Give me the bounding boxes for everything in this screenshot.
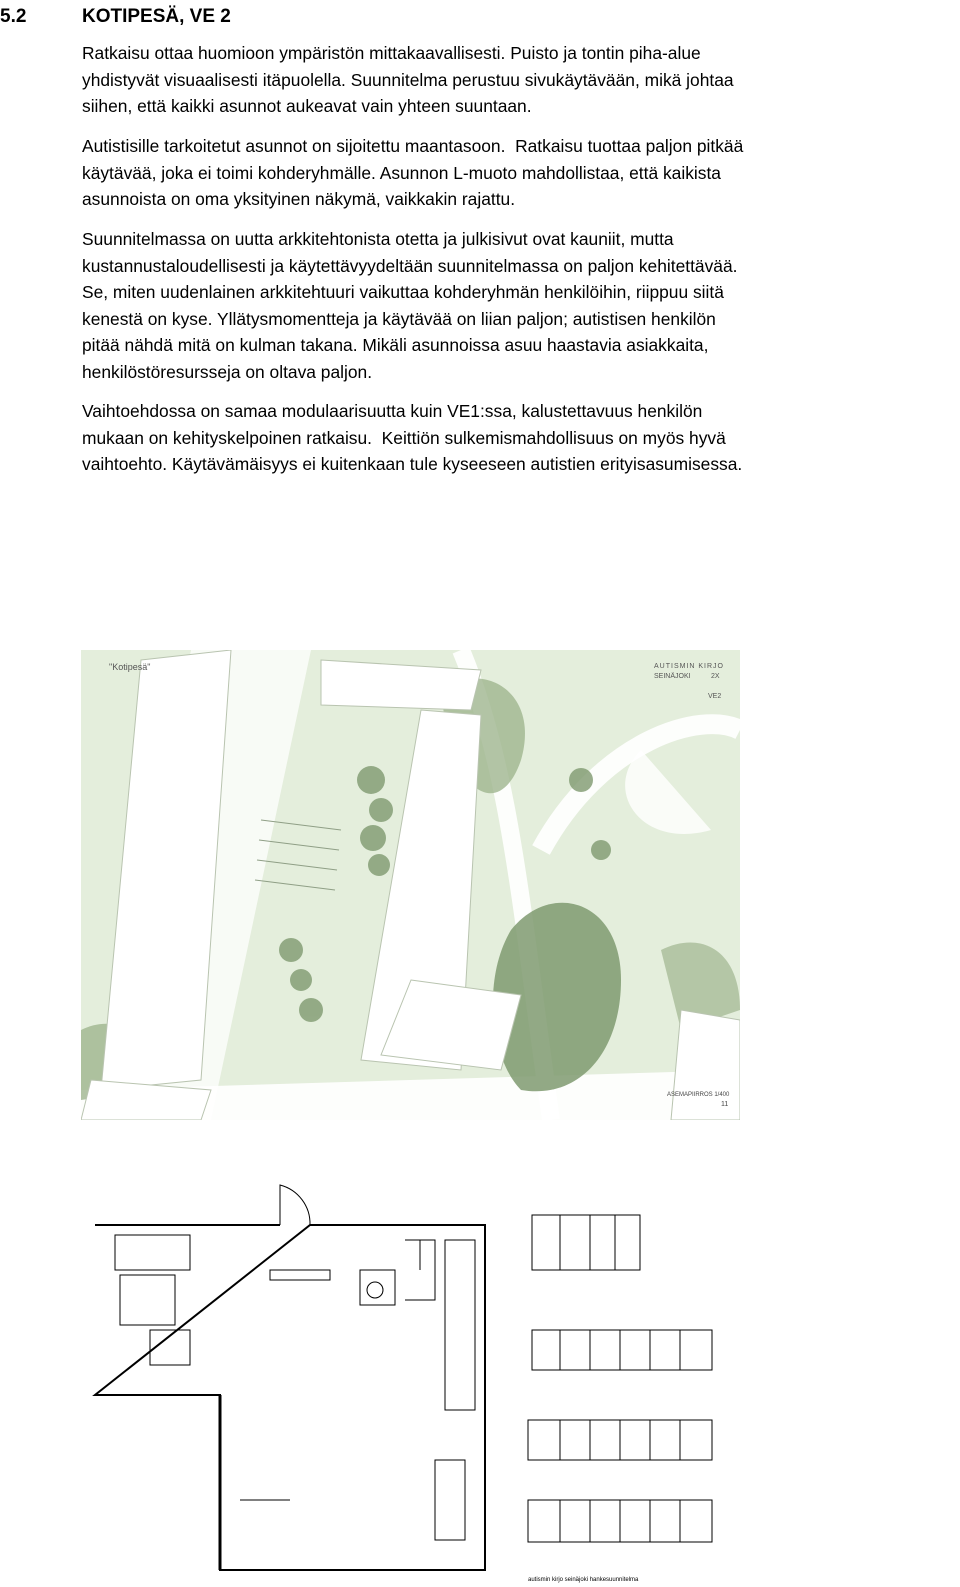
site-plan-page: 11 [721, 1101, 729, 1108]
plan-level-2 [532, 1330, 712, 1370]
table [435, 1460, 465, 1540]
section-heading [0, 6, 231, 28]
site-plan-project: AUTISMIN KIRJO [654, 663, 725, 670]
apartment-floor-plan [90, 1180, 490, 1580]
section-number: 5.2 [0, 6, 27, 27]
bed [115, 1235, 190, 1270]
site-plan-title: "Kotipesä" [109, 662, 151, 672]
site-plan-location: SEINÄJOKI [654, 673, 691, 680]
plan-level-1 [532, 1215, 640, 1270]
site-plan-scale: ASEMAPIIRROS 1/400 [667, 1092, 730, 1098]
section-title: KOTIPESÄ, VE 2 [82, 6, 231, 27]
paragraph-4: Vaihtoehdossa on samaa modulaarisuutta kuin VE1:ssa, kalustettavuus henkilön mukaan on kehityskelpoinen ratkaisu. Keittiön sulkemismahdollisuus on myös hyvä vaihtoehto. Käytävämäisyys ei kuitenkaan tule kyseeseen autistien erityisasumisessa. [82, 401, 743, 475]
paragraph-2: Autistisille tarkoitetut asunnot on sijoitettu maantasoon. Ratkaisu tuottaa paljon pitkää käytävää, joka ei toimi kohderyhmälle. Asunnon L-muoto mahdollistaa, että kaikista asunnoista on oma yksityinen näkymä, vaikkakin rajattu. [82, 136, 744, 210]
site-plan-variant: VE2 [708, 693, 722, 700]
building-floor-plans [520, 1210, 720, 1585]
site-plan-count: 2X [711, 673, 720, 680]
paragraph-1: Ratkaisu ottaa huomioon ympäristön mittakaavallisesti. Puisto ja tontin piha-alue yhdistyvät visuaalisesti itäpuolella. Suunnitelma perustuu sivukäytävään, mikä johtaa siihen, että kaikki asunnot aukeavat vain yhteen suuntaan. [82, 43, 734, 117]
apartment-walls [95, 1225, 485, 1570]
floor-plans-caption: autismin kirjo seinäjoki hankesuunnitelma [528, 1577, 639, 1583]
paragraph-3: Suunnitelmassa on uutta arkkitehtonista otetta ja julkisivut ovat kauniit, mutta kustannustaloudellisesti ja käytettävyydeltään suunnitelmassa on paljon kehitettävää. Se, miten uudenlainen arkkitehtuuri vaikuttaa kohderyhmän henkilöihin, riippuu siitä kenestä on kyse. Yllätysmomentteja ja käytävää on liian paljon; autistisen henkilön pitää nähdä mitä on kulman takana. Mikäli asunnoissa asuu haastavia asiakkaita, henkilöstöresursseja on oltava paljon. [82, 229, 738, 382]
site-plan-figure [81, 650, 740, 1120]
